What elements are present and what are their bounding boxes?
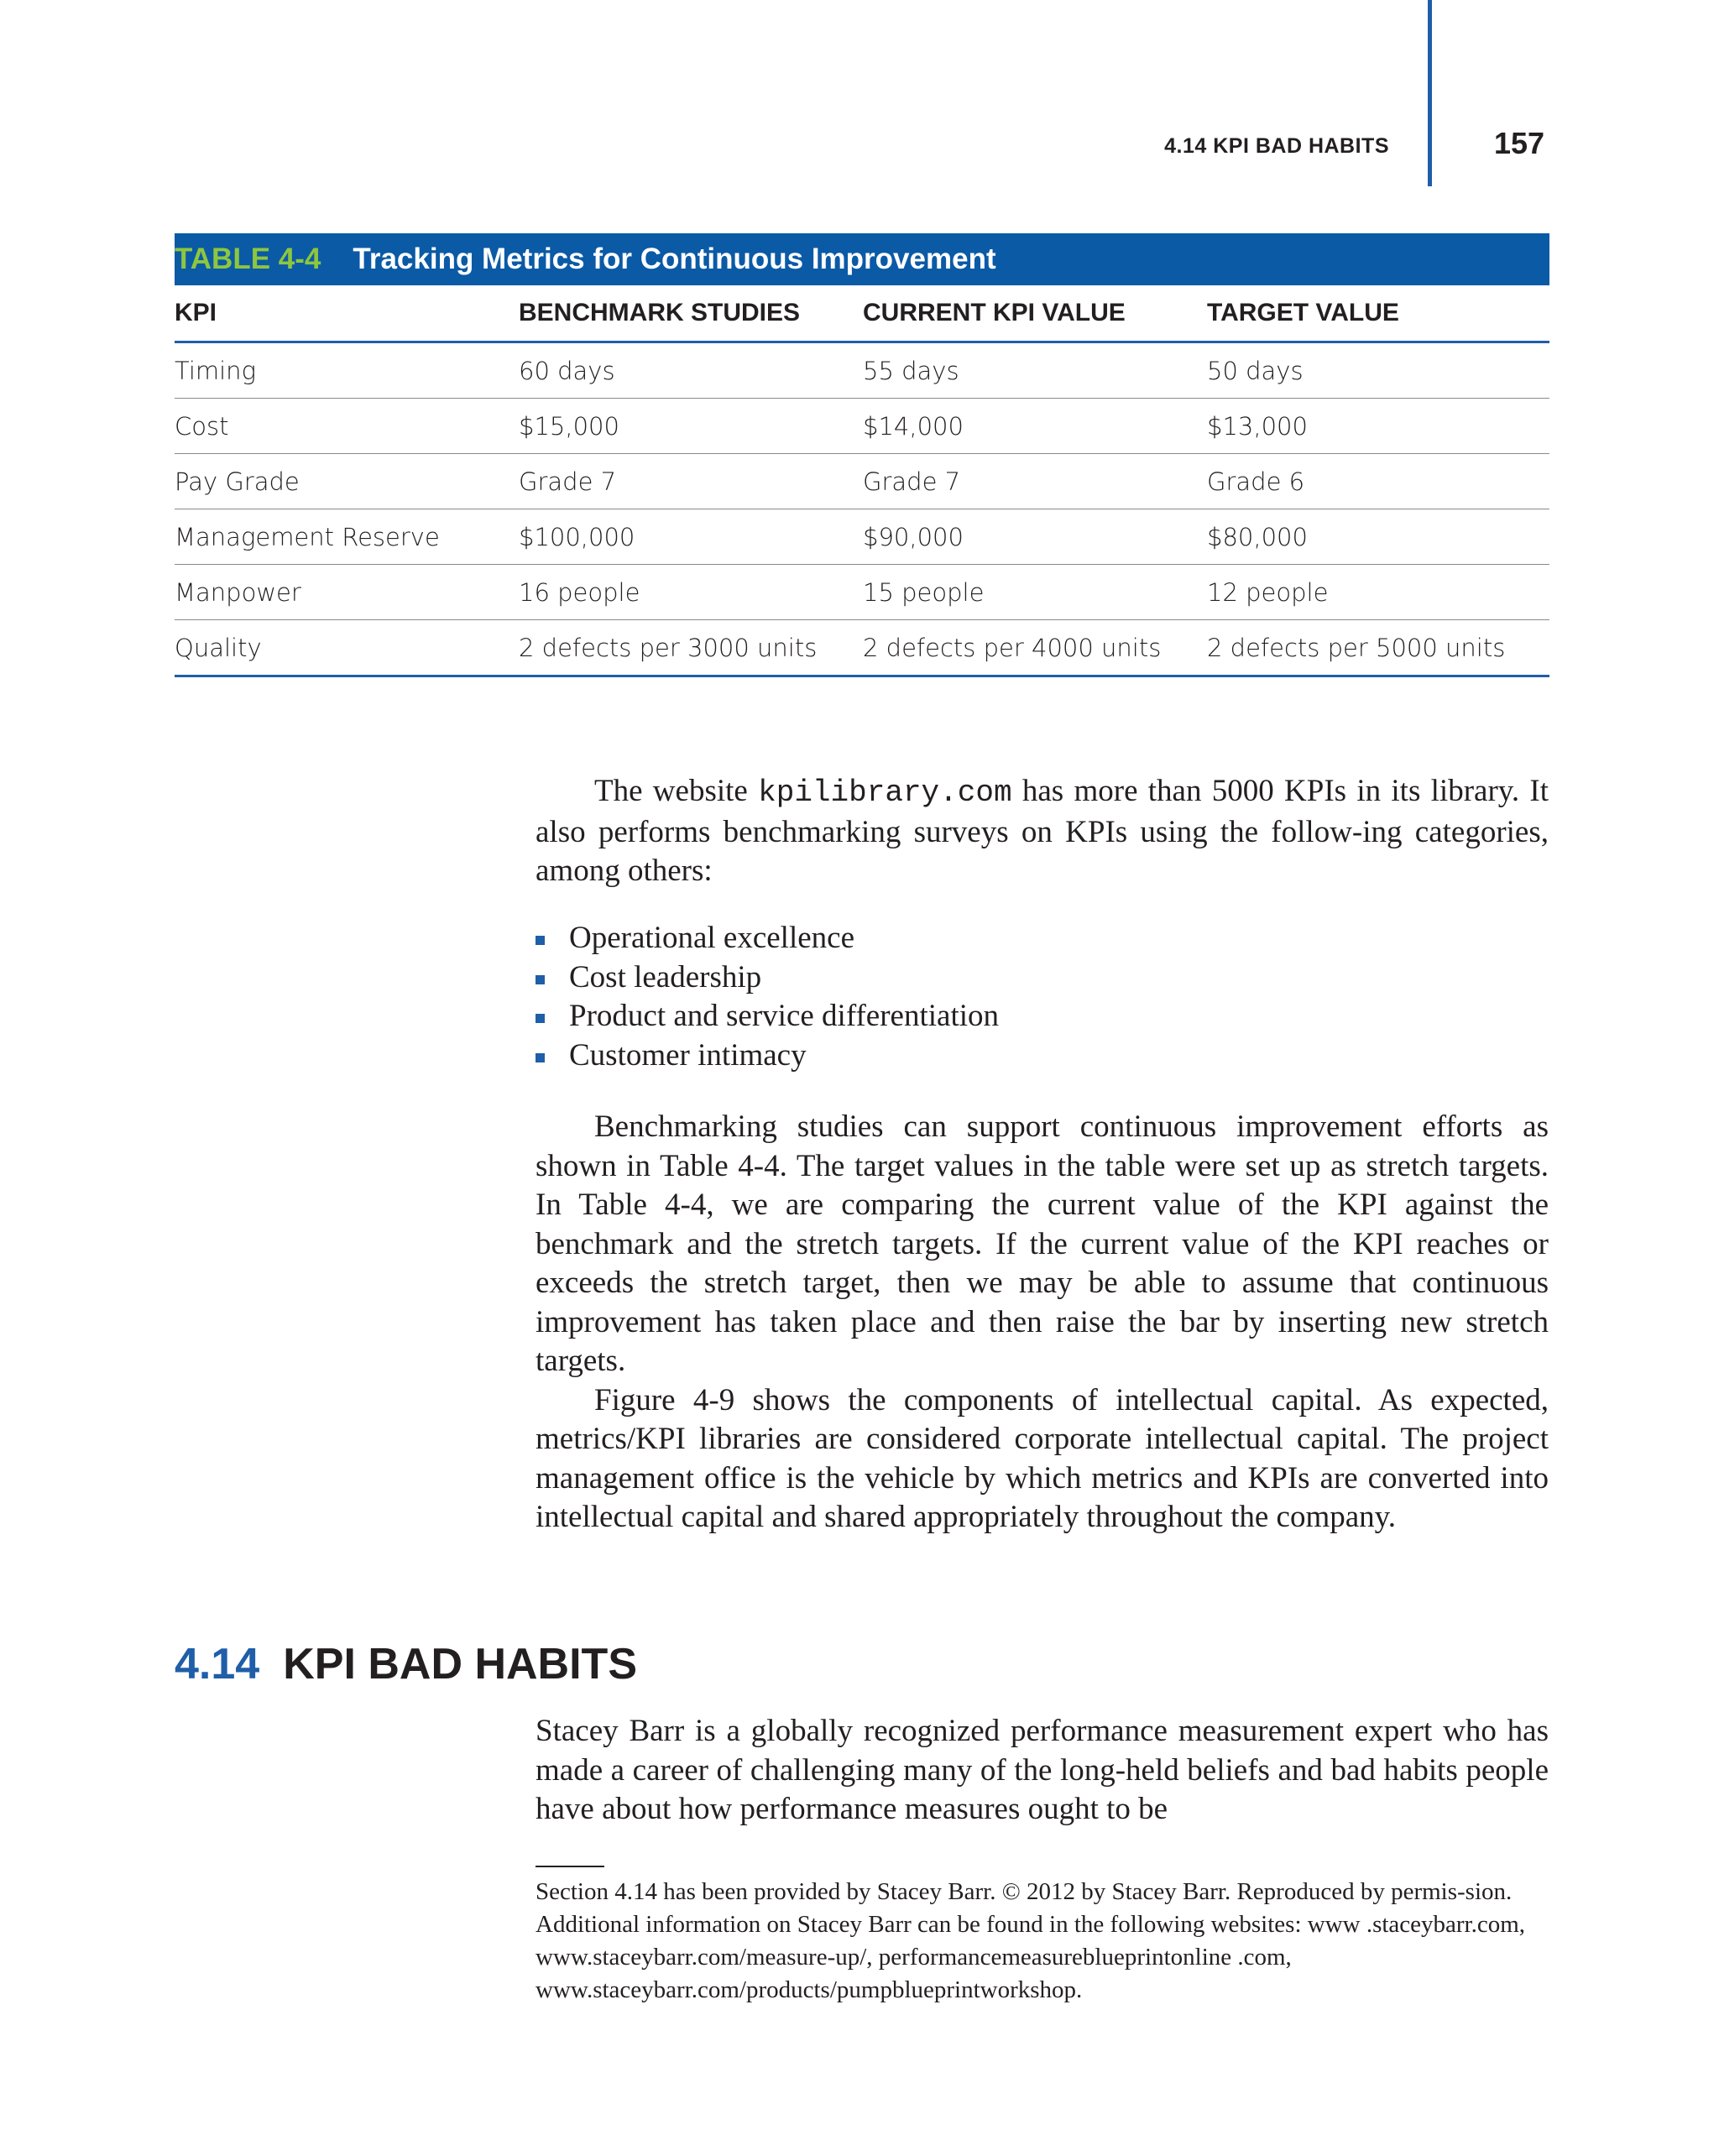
table-row [175, 342, 1549, 399]
table-cell: $80,000 [1207, 509, 1549, 565]
table-row [175, 620, 1549, 676]
footnote-rule [536, 1866, 604, 1867]
list-item [536, 958, 1549, 998]
table-cell: Cost [175, 399, 519, 454]
table-title-bar [175, 233, 1549, 285]
intro-paragraph-block [536, 772, 1549, 891]
bullet-text: Cost leadership [569, 959, 762, 994]
table-row [175, 565, 1549, 620]
kpi-table [175, 285, 1549, 677]
website-name: kpilibrary.com [758, 775, 1012, 810]
table-cell: 55 days [863, 342, 1207, 399]
table-cell: 16 people [519, 565, 863, 620]
bullet-square-icon [536, 1053, 545, 1062]
page-number: 157 [1494, 126, 1545, 160]
table-header-row [175, 285, 1549, 342]
table-4-4 [175, 233, 1549, 677]
table-cell: 12 people [1207, 565, 1549, 620]
column-header: KPI [175, 285, 519, 342]
table-cell: 15 people [863, 565, 1207, 620]
bullet-text: Customer intimacy [569, 1037, 807, 1073]
table-row [175, 399, 1549, 454]
table-cell: $14,000 [863, 399, 1207, 454]
table-cell: Grade 7 [863, 454, 1207, 509]
bullet-text: Operational excellence [569, 921, 854, 955]
bullet-square-icon [536, 1014, 545, 1023]
section-paragraph: Stacey Barr is a globally recognized performance measurement expert who has made a career of challenging many of the long-held beliefs and bad habits people have about how performance measures ought to be [536, 1714, 1549, 1826]
table-cell: $90,000 [863, 509, 1207, 565]
category-bullet-list [536, 919, 1549, 1075]
table-cell: Manpower [175, 565, 519, 620]
paragraph-intellectual-capital: Figure 4-9 shows the components of intellectual capital. As expected, metrics/KPI libraries are considered corporate intellectual capital. The project management office is the vehicle by which metrics and KPIs are converted into intellectual capital and shared appropriately throughout the company. [536, 1382, 1549, 1534]
table-cell: $100,000 [519, 509, 863, 565]
table-cell: 2 defects per 3000 units [519, 620, 863, 676]
body-paragraphs [536, 1108, 1549, 1537]
table-cell: Pay Grade [175, 454, 519, 509]
list-item [536, 919, 1549, 958]
table-cell: Management Reserve [175, 509, 519, 565]
section-number: 4.14 [175, 1640, 260, 1689]
table-cell: $15,000 [519, 399, 863, 454]
paragraph-benchmarking: Benchmarking studies can support continuous improvement efforts as shown in Table 4-4. The target values in the table were set up as stretch targets. In Table 4-4, we are comparing the current value of the KPI against the benchmark and the stretch targets. If the current value of the KPI reaches or exceeds the stretch target, then we may be able to assume that continuous improvement has taken place and then raise the bar by inserting new stretch targets. [536, 1109, 1549, 1378]
table-cell: 50 days [1207, 342, 1549, 399]
header-vertical-rule [1428, 0, 1432, 186]
table-cell: Grade 7 [519, 454, 863, 509]
table-row [175, 454, 1549, 509]
section-paragraph-block [536, 1712, 1549, 1830]
intro-text-after: has more than 5000 KPIs in its library. It also performs benchmarking surveys on KPIs using the follow-ing categories, among others: [536, 774, 1549, 888]
column-header: CURRENT KPI VALUE [863, 285, 1207, 342]
list-item [536, 1036, 1549, 1076]
table-cell: $13,000 [1207, 399, 1549, 454]
list-item [536, 997, 1549, 1036]
section-heading [175, 1639, 637, 1689]
intro-paragraph [536, 772, 1549, 891]
bullet-text: Product and service differentiation [569, 999, 1000, 1033]
intro-text-before: The website [594, 774, 759, 808]
column-header: BENCHMARK STUDIES [519, 285, 863, 342]
column-header: TARGET VALUE [1207, 285, 1549, 342]
table-cell: Grade 6 [1207, 454, 1549, 509]
bullet-square-icon [536, 936, 545, 945]
table-cell: 2 defects per 5000 units [1207, 620, 1549, 676]
table-cell: 2 defects per 4000 units [863, 620, 1207, 676]
table-cell: 60 days [519, 342, 863, 399]
table-cell: Timing [175, 342, 519, 399]
section-title: KPI BAD HABITS [283, 1640, 638, 1689]
bullet-square-icon [536, 975, 545, 984]
running-head: 4.14 KPI BAD HABITS [1164, 134, 1389, 158]
table-row [175, 509, 1549, 565]
table-cell: Quality [175, 620, 519, 676]
table-label: TABLE 4-4 [175, 243, 321, 275]
table-title: Tracking Metrics for Continuous Improvement [353, 243, 996, 275]
footnote: Section 4.14 has been provided by Stacey Barr. © 2012 by Stacey Barr. Reproduced by permis-sion. Additional information on Stacey Barr can be found in the following websites: www .staceybarr.com, www.staceybarr.com/measure-up/, performancemeasureblueprintonline .com, www.staceybarr.com/products/pumpblueprintworkshop. [536, 1878, 1526, 2003]
